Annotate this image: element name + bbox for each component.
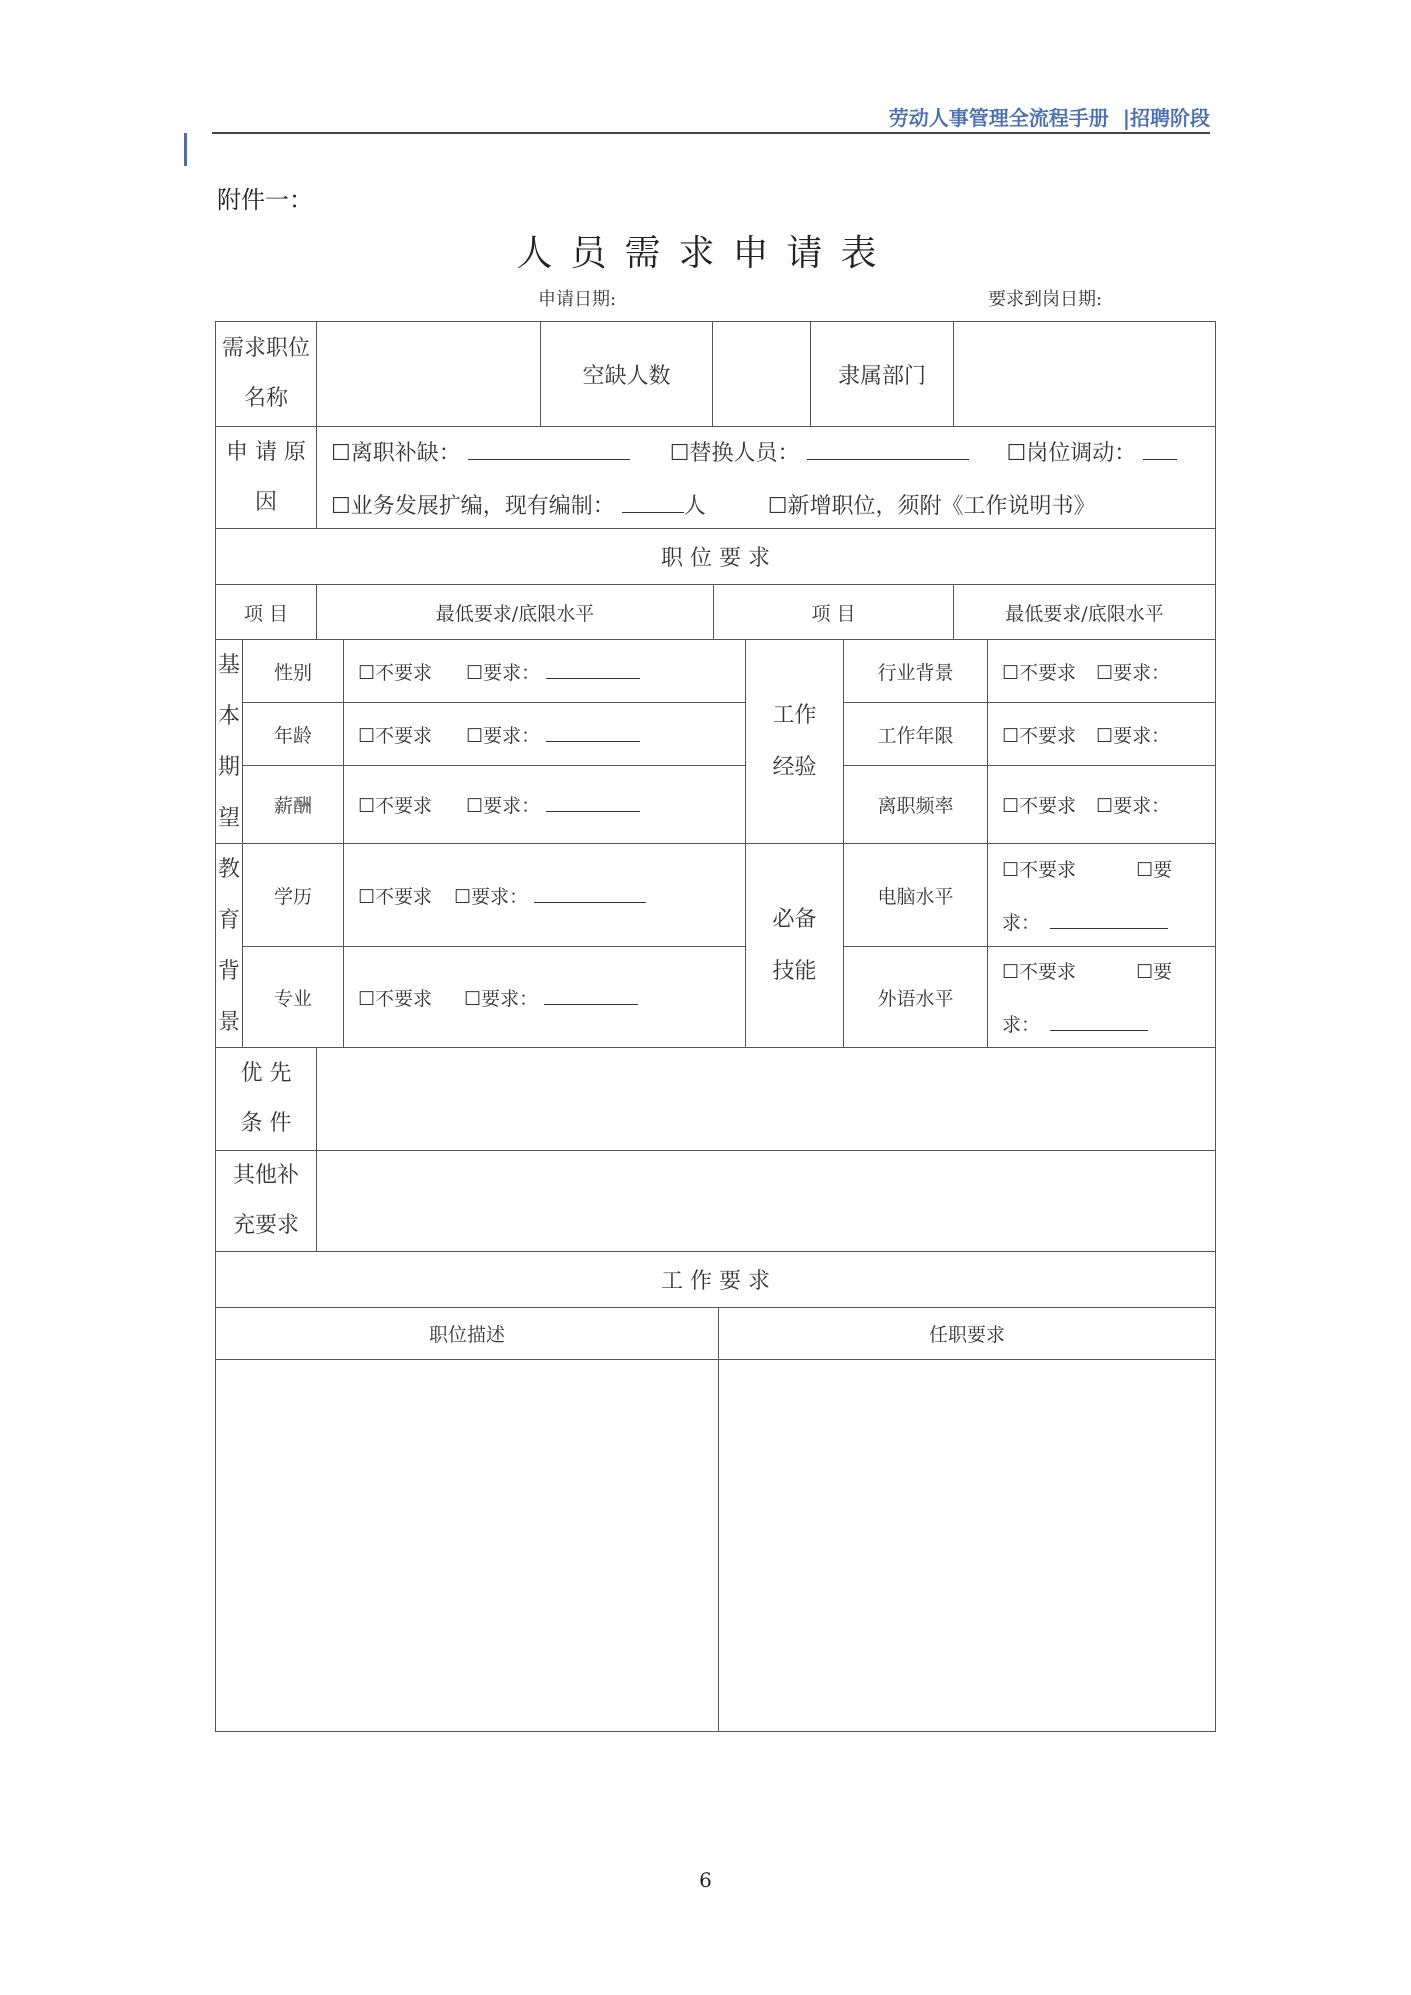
option-label: 岗位调动： <box>1026 440 1137 466</box>
label-line: 技能 <box>772 958 817 984</box>
form-title: 人员需求申请表 <box>516 233 895 274</box>
other-requirements-label <box>215 1150 317 1252</box>
label-char: 育 <box>217 907 240 933</box>
blank-field[interactable] <box>546 664 640 679</box>
option-required[interactable]: ☐要 <box>1136 859 1173 881</box>
label-line: 条 件 <box>240 1111 292 1136</box>
label-line: 其他补 <box>232 1163 299 1188</box>
label-char: 望 <box>217 805 240 831</box>
page-number: 6 <box>699 1868 712 1892</box>
col-item-left: 项 目 <box>215 584 317 640</box>
reason-line-2 <box>331 489 1096 520</box>
label-line: 优 先 <box>240 1061 292 1086</box>
reason-option-transfer[interactable] <box>1007 441 1137 466</box>
item-turnover-options <box>987 765 1216 844</box>
blank-field[interactable] <box>544 990 638 1005</box>
item-age-options <box>343 702 746 766</box>
label-line: 经验 <box>772 754 817 780</box>
label-line: 因 <box>254 489 277 515</box>
reason-option-leave[interactable] <box>331 441 461 466</box>
label-line: 充要求 <box>232 1213 299 1238</box>
running-header <box>860 102 1210 131</box>
group-label-skills <box>745 843 844 1048</box>
blank-field[interactable] <box>546 727 640 742</box>
item-language-options <box>987 946 1216 1048</box>
department-label: 隶属部门 <box>810 321 954 427</box>
col-min-right: 最低要求/底限水平 <box>953 584 1216 640</box>
item-years-label: 工作年限 <box>843 702 988 766</box>
headcount-field[interactable] <box>622 498 684 513</box>
option-required[interactable]: ☐要求： <box>454 885 529 908</box>
blank-field[interactable] <box>1050 914 1168 929</box>
blank-field[interactable] <box>1143 445 1177 460</box>
checkbox-icon[interactable]: ☐ <box>669 440 690 466</box>
item-major-label: 专业 <box>242 946 344 1048</box>
option-not-required[interactable]: ☐不要求 <box>1002 795 1077 817</box>
label-char: 景 <box>217 1009 240 1035</box>
group-label-basic <box>215 639 243 844</box>
option-not-required[interactable]: ☐不要求 <box>358 885 433 908</box>
option-required[interactable]: ☐要 <box>1136 961 1173 983</box>
unit-label: 人 <box>683 493 706 519</box>
options-line <box>1002 855 1172 882</box>
option-required[interactable]: ☐要求： <box>466 661 541 684</box>
group-label-experience <box>745 639 844 844</box>
option-label: 离职补缺： <box>350 440 461 466</box>
item-gender-options <box>343 639 746 703</box>
item-major-options <box>343 946 746 1048</box>
checkbox-icon[interactable]: ☐ <box>767 493 788 519</box>
item-turnover-label: 离职频率 <box>843 765 988 844</box>
blank-field[interactable] <box>546 797 640 812</box>
reason-line-1 <box>331 436 1177 467</box>
reason-option-new-position[interactable] <box>768 494 1096 519</box>
checkbox-icon[interactable]: ☐ <box>331 440 351 466</box>
label-line: 工作 <box>772 702 817 728</box>
options-line <box>1002 1010 1148 1037</box>
option-required-cont: 求： <box>1002 912 1041 934</box>
option-not-required[interactable]: ☐不要求 <box>358 987 433 1010</box>
label-char: 基 <box>217 652 240 678</box>
option-not-required[interactable]: ☐不要求 <box>358 795 433 817</box>
label-line: 需求职位 <box>221 336 310 361</box>
position-name-field[interactable] <box>316 321 541 427</box>
label-line: 必备 <box>772 906 817 932</box>
item-degree-label: 学历 <box>242 843 344 947</box>
item-language-label: 外语水平 <box>843 946 988 1048</box>
department-field[interactable] <box>953 321 1216 427</box>
item-computer-label: 电脑水平 <box>843 843 988 947</box>
other-requirements-field[interactable] <box>316 1150 1216 1252</box>
options-line <box>1002 908 1168 935</box>
option-not-required[interactable]: ☐不要求 <box>358 724 433 747</box>
options-line <box>1002 957 1172 984</box>
option-not-required[interactable]: ☐不要求 <box>1002 661 1077 684</box>
label-line: 名称 <box>243 386 288 411</box>
option-required[interactable]: ☐要求： <box>1096 661 1171 684</box>
item-degree-options <box>343 843 746 947</box>
item-industry-options <box>987 639 1216 703</box>
label-char: 期 <box>217 754 240 780</box>
option-label: 业务发展扩编，现有编制： <box>350 493 615 519</box>
blank-field[interactable] <box>1050 1016 1148 1031</box>
option-required[interactable]: ☐要求： <box>464 987 539 1010</box>
col-min-left: 最低要求/底限水平 <box>316 584 714 640</box>
label-line: 申 请 原 <box>226 439 306 465</box>
option-not-required[interactable]: ☐不要求 <box>1002 724 1077 747</box>
group-label-education <box>215 843 243 1048</box>
job-description-field[interactable] <box>215 1359 719 1732</box>
priority-field[interactable] <box>316 1047 1216 1151</box>
reason-option-replace[interactable] <box>670 441 800 466</box>
arrival-date-label: 要求到岗日期: <box>988 289 1103 310</box>
option-not-required[interactable]: ☐不要求 <box>1002 961 1077 983</box>
label-char: 背 <box>217 958 240 984</box>
option-required[interactable]: ☐要求： <box>466 795 541 817</box>
checkbox-icon[interactable]: ☐ <box>331 493 351 519</box>
option-required[interactable]: ☐要求： <box>1096 795 1171 817</box>
reason-option-expansion[interactable] <box>331 494 615 519</box>
item-salary-options <box>343 765 746 844</box>
label-char: 本 <box>217 703 240 729</box>
priority-label <box>215 1047 317 1151</box>
col-item-right: 项 目 <box>713 584 954 640</box>
option-not-required[interactable]: ☐不要求 <box>358 661 433 684</box>
checkbox-icon[interactable]: ☐ <box>1006 440 1027 466</box>
label-char: 教 <box>217 856 240 882</box>
option-label: 替换人员： <box>689 440 800 466</box>
vacancy-field[interactable] <box>712 321 811 427</box>
item-industry-label: 行业背景 <box>843 639 988 703</box>
option-required[interactable]: ☐要求： <box>466 724 541 747</box>
job-requirements-title: 工 作 要 求 <box>215 1251 1216 1308</box>
attachment-label: 附件一： <box>217 186 313 214</box>
position-name-label <box>215 321 317 427</box>
qualifications-field[interactable] <box>718 1359 1216 1732</box>
option-not-required[interactable]: ☐不要求 <box>1002 859 1077 881</box>
item-computer-options <box>987 843 1216 947</box>
blank-field[interactable] <box>468 445 630 460</box>
col-job-description: 职位描述 <box>215 1307 719 1360</box>
item-years-options <box>987 702 1216 766</box>
item-age-label: 年龄 <box>242 702 344 766</box>
margin-accent-bar <box>184 133 187 166</box>
item-gender-label: 性别 <box>242 639 344 703</box>
book-title: 劳动人事管理全流程手册 <box>888 106 1109 130</box>
reason-options <box>316 426 1216 529</box>
blank-field[interactable] <box>534 888 646 903</box>
reason-label <box>215 426 317 529</box>
item-salary-label: 薪酬 <box>242 765 344 844</box>
vacancy-label: 空缺人数 <box>540 321 713 427</box>
option-required-cont: 求： <box>1002 1014 1041 1036</box>
col-qualifications: 任职要求 <box>718 1307 1216 1360</box>
option-label: 新增职位，须附《工作说明书》 <box>787 493 1096 519</box>
section-name: |招聘阶段 <box>1122 106 1210 130</box>
option-required[interactable]: ☐要求： <box>1096 724 1171 747</box>
apply-date-label: 申请日期: <box>538 289 617 310</box>
blank-field[interactable] <box>807 445 969 460</box>
header-rule <box>212 132 1210 134</box>
position-requirements-title: 职 位 要 求 <box>215 528 1216 585</box>
